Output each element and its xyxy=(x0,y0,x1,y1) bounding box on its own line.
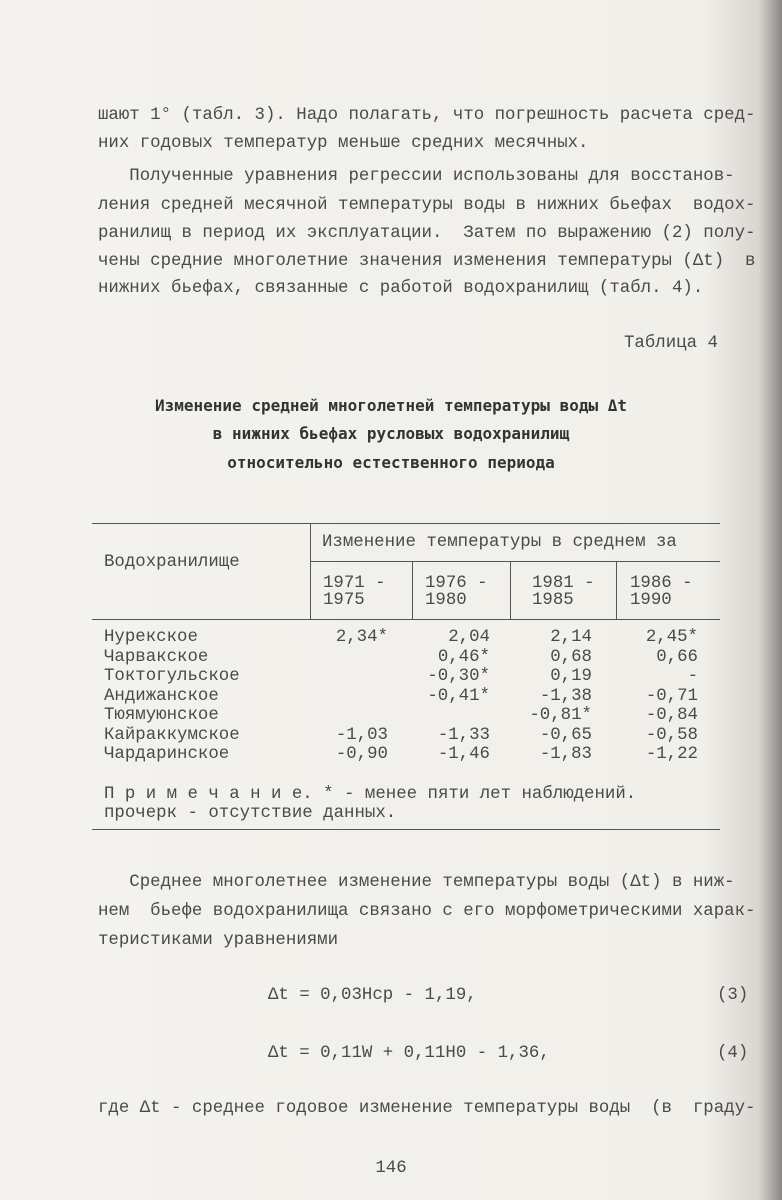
text-line: чены средние многолетние значения изменения температуры (Δt) в xyxy=(98,252,756,271)
value-cell: 0,68 xyxy=(550,647,592,667)
reservoir-name: Нурекское xyxy=(104,628,198,647)
period-header: 1975 xyxy=(323,591,365,610)
period-header: 1986 - xyxy=(630,574,693,593)
text-line: нижних бьефах, связанные с работой водохранилищ (табл. 4). xyxy=(98,279,704,298)
reservoir-name: Токтогульское xyxy=(104,667,240,686)
text-line: теристиками уравнениями xyxy=(98,931,339,950)
period-header: 1980 xyxy=(425,591,467,610)
value-cell: -1,03 xyxy=(335,725,388,745)
text-line: них годовых температур меньше средних месячных. xyxy=(98,134,589,153)
table-note: П р и м е ч а н и е. * - менее пяти лет наблюдений. xyxy=(104,785,637,804)
equation-formula: Δt = 0,03Hср - 1,19, xyxy=(268,986,477,1005)
equation-number: (4) xyxy=(717,1044,749,1063)
value-cell: -1,38 xyxy=(539,686,592,706)
value-cell: -0,58 xyxy=(645,725,698,745)
period-header: 1985 xyxy=(532,591,574,610)
text-line: ранилищ в период их эксплуатации. Затем по выражению (2) полу- xyxy=(98,224,756,243)
title-line: в нижних бьефах русловых водохранилищ xyxy=(212,424,570,443)
header-reservoir: Водохранилище xyxy=(104,553,240,572)
period-header: 1990 xyxy=(630,591,672,610)
col-divider xyxy=(310,523,311,619)
value-cell: 0,46* xyxy=(437,647,490,667)
period-header: 1976 - xyxy=(425,574,488,593)
value-cell: -0,65 xyxy=(539,725,592,745)
period-header: 1971 - xyxy=(323,574,386,593)
value-cell: 2,45* xyxy=(645,628,698,647)
text-line: Среднее многолетнее изменение температуры воды (Δt) в ниж- xyxy=(98,873,735,892)
table-label: Таблица 4 xyxy=(624,334,718,353)
table-bottom-rule xyxy=(92,829,720,830)
value-cell: -0,84 xyxy=(645,706,698,725)
value-cell: -1,33 xyxy=(437,725,490,745)
value-cell: -1,83 xyxy=(539,745,592,764)
title-line: Изменение средней многолетней температуры воды Δt xyxy=(154,396,627,415)
table-note: прочерк - отсутствие данных. xyxy=(104,804,397,823)
header-bottom-rule xyxy=(92,619,720,620)
reservoir-name: Кайраккумское xyxy=(104,725,240,745)
value-cell: -0,41* xyxy=(427,686,490,706)
col-divider xyxy=(412,561,413,619)
reservoir-name: Чарвакское xyxy=(104,647,209,667)
value-cell: 0,19 xyxy=(550,667,592,686)
text-line: нем бьефе водохранилища связано с его морфометрическими харак- xyxy=(98,902,756,921)
text-line: ления средней месячной температуры воды в нижних бьефах водох- xyxy=(98,196,756,215)
reservoir-name: Тюямуюнское xyxy=(104,706,219,725)
period-header: 1981 - xyxy=(532,574,595,593)
equation-formula: Δt = 0,11W + 0,11H0 - 1,36, xyxy=(268,1044,550,1063)
reservoir-name: Андижанское xyxy=(104,686,219,706)
value-cell: -0,81* xyxy=(529,706,592,725)
value-cell: -0,71 xyxy=(645,686,698,706)
paragraph-4: где Δt - среднее годовое изменение температуры воды (в граду- xyxy=(98,1099,756,1118)
header-group-rule xyxy=(310,561,720,562)
page-number: 146 xyxy=(375,1159,407,1178)
text-line: шают 1° (табл. 3). Надо полагать, что погрешность расчета сред- xyxy=(98,106,756,125)
title-line: относительно естественного периода xyxy=(227,453,555,472)
value-cell: -0,30* xyxy=(427,667,490,686)
text-line: Полученные уравнения регрессии использованы для восстанов- xyxy=(98,167,735,186)
equation-number: (3) xyxy=(717,986,749,1005)
col-divider xyxy=(510,561,511,619)
reservoir-name: Чардаринское xyxy=(104,745,230,764)
header-group: Изменение температуры в среднем за xyxy=(322,533,677,552)
table-top-rule xyxy=(92,523,720,524)
value-cell: -0,90 xyxy=(335,745,388,764)
col-divider xyxy=(616,561,617,619)
value-cell: 2,14 xyxy=(550,628,592,647)
value-cell: -1,22 xyxy=(645,745,698,764)
value-cell: -1,46 xyxy=(437,745,490,764)
value-cell: 2,04 xyxy=(448,628,490,647)
value-cell: 0,66 xyxy=(656,647,698,667)
value-cell: 2,34* xyxy=(335,628,388,647)
value-cell: - xyxy=(687,667,698,686)
